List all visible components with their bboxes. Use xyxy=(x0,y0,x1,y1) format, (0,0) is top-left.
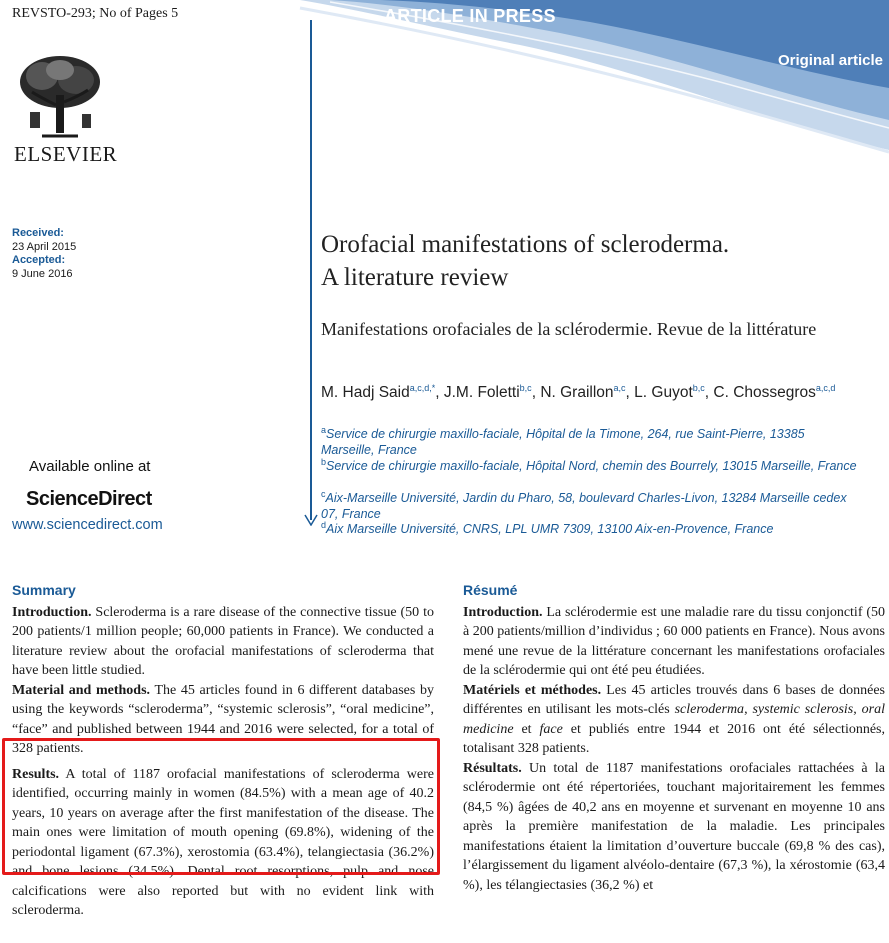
author[interactable]: L. Guyot xyxy=(634,384,693,402)
summary-methods: Material and methods. The 45 articles found in 6 different databases by using the keywords “scleroderma”, “systemic sclerosis”, “oral medicine”, “face” and published between 1944 and 2016 were selected, for a total of 328 patients. xyxy=(12,682,434,756)
summary-heading: Summary xyxy=(12,582,76,598)
publisher-name: ELSEVIER xyxy=(14,142,118,166)
received-label: Received: xyxy=(12,227,64,239)
accepted-label: Accepted: xyxy=(12,254,66,266)
article-dates xyxy=(12,227,76,281)
affiliation-d[interactable]: $^d$Aix Marseille Université, CNRS, LPL UMR 7309, 13100 Aix-en-Provence, France xyxy=(321,520,774,537)
title-line-2: A literature review xyxy=(321,264,509,291)
summary-introduction: Introduction. Scleroderma is a rare disease of the connective tissue (50 to 200 patients/1 million people; 60,000 patients in France). We conducted a literature review about the orofacial manifestations of scleroderma that have been little studied. xyxy=(12,604,435,678)
received-date: 23 April 2015 xyxy=(12,240,77,253)
resume-results: Résultats. Un total de 1187 manifestations orofaciales rattachées à la sclérodermie ont été répertoriées, touchant majoritairement les femmes (84,5 %) âgées de 40,2 ans en moyenne et survenant en moyenne 10 ans après la première manifestation de la maladie. Les principales manifestations étaient la limitation d’ouverture buccale (69,8 % des cas), l’élargissement du ligament alvéolo-dentaire (67,3 %), la xérostomie (63,4 %), les télangiectasies (36,2 %) et xyxy=(463,760,885,893)
french-title: Manifestations orofaciales de la sclérodermie. Revue de la littérature xyxy=(321,319,817,339)
author[interactable]: C. Chossegros xyxy=(713,384,816,402)
affiliation-b[interactable]: $^b$Service de chirurgie maxillo-faciale, Hôpital Nord, chemin des Bourrely, 13015 Marseille, France xyxy=(321,457,857,474)
affiliation-a[interactable]: $^a$Service de chirurgie maxillo-faciale, Hôpital de la Timone, 264, rue Saint-Pierre, 13385 Marseille, France xyxy=(321,425,805,457)
resume-methods: Matériels et méthodes. Les 45 articles trouvés dans 6 bases de données différentes en utilisant les mots-clés scleroderma, systemic sclerosis, oral medicine et face et publiés entre 1944 et 2016 ont été sélectionnés, totalisant 328 patients. xyxy=(463,682,885,756)
resume-section xyxy=(463,581,885,895)
vertical-rule xyxy=(310,20,312,520)
arrow-down-icon xyxy=(304,514,318,526)
sciencedirect-logo: ScienceDirect xyxy=(26,488,152,510)
sciencedirect-link[interactable]: www.sciencedirect.com xyxy=(12,517,163,533)
available-online-label: Available online at xyxy=(29,458,151,475)
title-line-1: Orofacial manifestations of scleroderma. xyxy=(321,231,730,258)
summary-results: Results. A total of 1187 orofacial manifestations of scleroderma were identified, occurring mainly in women (84.5%) with a mean age of 40.2 years, 10 years on average after the first manifestation of the disease. The main ones were limitation of mouth opening (69.8%), widening of the periodontal ligament (67.3%), xerostomia (63.4%), telangiectasia (36.2%) and bone lesions (34.5%). Dental root resorptions, pulp and nose calcifications were also reported but with no evident link with scleroderma. xyxy=(12,766,434,918)
affiliation-c[interactable]: $^c$Aix-Marseille Université, Jardin du Pharo, 58, boulevard Charles-Livon, 13284 Marseille cedex 07, France xyxy=(321,489,847,521)
results-highlight-box xyxy=(2,738,440,875)
article-in-press-banner: ARTICLE IN PRESS xyxy=(384,6,556,26)
article-title xyxy=(321,228,729,294)
author-list: M. Hadj Said$^{a,c,d,*}$, J.M. Foletti$^{b,c}$, N. Graillon$^{a,c}$, L. Guyot$^{b,c}$, C. Chossegros$^{a,c,d}$ xyxy=(321,383,836,402)
manuscript-ref: REVSTO-293; No of Pages 5 xyxy=(12,6,179,21)
resume-heading: Résumé xyxy=(463,582,518,598)
author[interactable]: M. Hadj Said xyxy=(321,384,410,402)
author[interactable]: J.M. Foletti xyxy=(443,384,520,402)
article-type: Original article xyxy=(777,52,883,69)
header-wave-graphic xyxy=(0,0,889,180)
elsevier-tree-logo xyxy=(12,50,108,142)
author[interactable]: N. Graillon xyxy=(540,384,614,402)
accepted-date: 9 June 2016 xyxy=(12,267,73,280)
resume-introduction: Introduction. La sclérodermie est une maladie rare du tissu conjonctif (50 à 200 patients/million d’individus ; 60 000 patients en France). Nous avons mené une revue de la littérature concernant les manifestations orofaciales de la sclérodermie qui ont été peu étudiées. xyxy=(463,604,885,678)
